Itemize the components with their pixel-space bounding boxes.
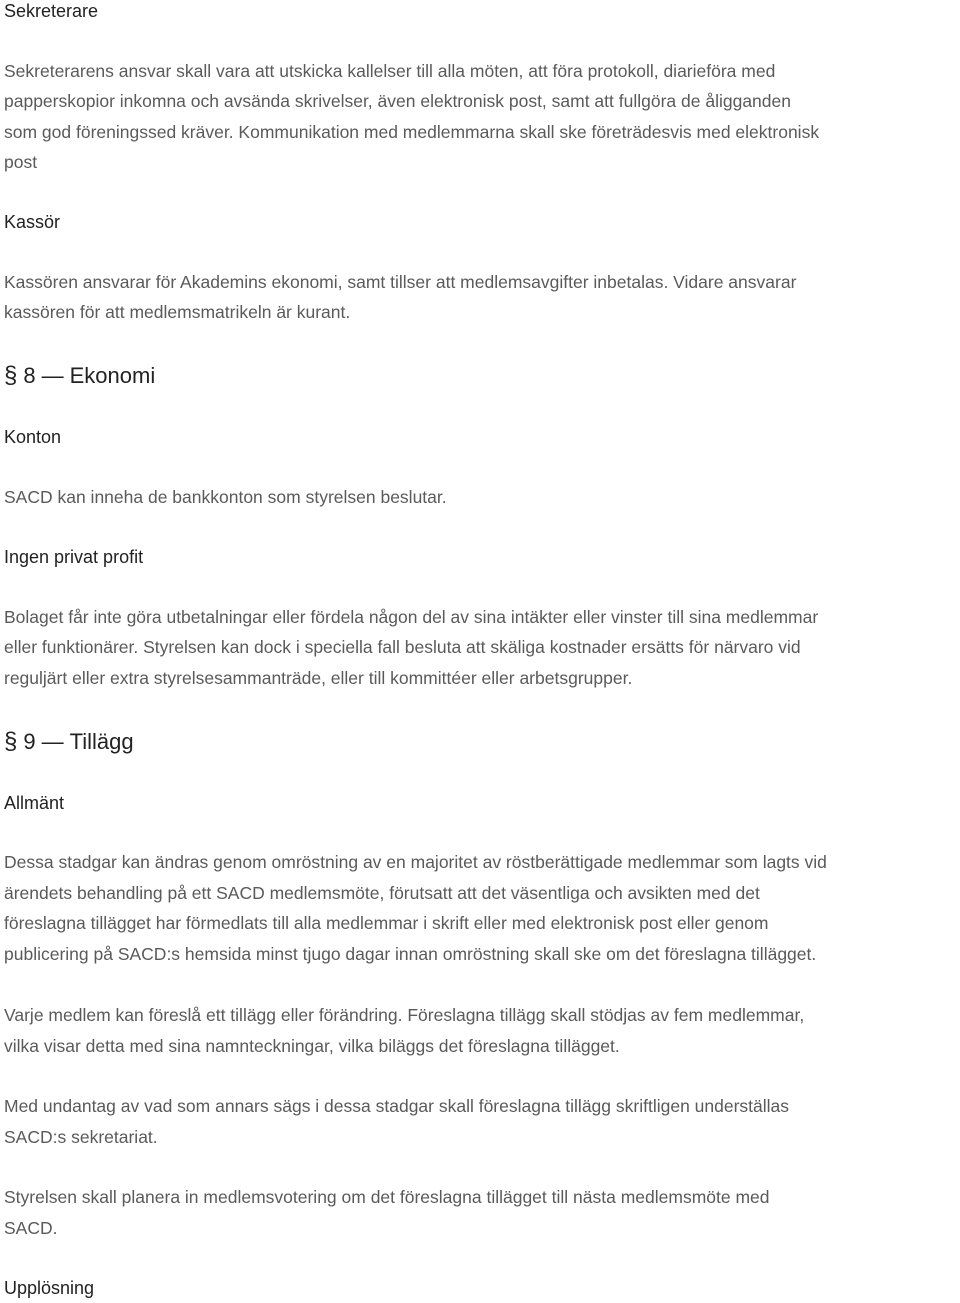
sekreterare-text-line: Sekreterarens ansvar skall vara att utskicka kallelser till alla möten, att föra protokoll, diarieföra med <box>4 61 776 81</box>
sekreterare-text-line: post <box>4 152 38 172</box>
sekreterare-heading: Sekreterare <box>4 1 99 21</box>
section-dash: — <box>41 363 64 388</box>
profit-text-line: eller funktionärer. Styrelsen kan dock i speciella fall besluta att skäliga kostnader ersätts för närvaro vid <box>4 637 801 657</box>
section-dash: — <box>41 729 64 754</box>
profit-text-line: Bolaget får inte göra utbetalningar eller fördela någon del av sina intäkter eller vinster till sina medlemmar <box>4 607 819 627</box>
allmant-para1-line: föreslagna tillägget har förmedlats till alla medlemmar i skrift eller med elektronisk post eller genom <box>4 913 769 933</box>
section-symbol-icon: § <box>4 728 18 755</box>
allmant-para4-line: SACD. <box>4 1218 58 1238</box>
section-number: 8 <box>23 363 36 388</box>
upplosning-heading: Upplösning <box>4 1278 95 1298</box>
allmant-para1-line: Dessa stadgar kan ändras genom omröstning av en majoritet av röstberättigade medlemmar som lagts vid <box>4 852 827 872</box>
allmant-para2-line: vilka visar detta med sina namnteckningar, vilka biläggs det föreslagna tillägget. <box>4 1036 620 1056</box>
section-symbol-icon: § <box>4 362 18 389</box>
allmant-para4-line: Styrelsen skall planera in medlemsvotering om det föreslagna tillägget till nästa medlemsmöte med <box>4 1187 770 1207</box>
section-8-heading <box>4 362 155 390</box>
sekreterare-text-line: som god föreningssed kräver. Kommunikation med medlemmarna skall ske företrädesvis med elektronisk <box>4 122 820 142</box>
allmant-para2-line: Varje medlem kan föreslå ett tillägg eller förändring. Föreslagna tillägg skall stödjas av fem medlemmar, <box>4 1005 805 1025</box>
allmant-para1-line: publicering på SACD:s hemsida minst tjugo dagar innan omröstning skall ske om det föreslagna tillägget. <box>4 944 817 964</box>
profit-heading: Ingen privat profit <box>4 547 144 567</box>
sekreterare-text-line: papperskopior inkomna och avsända skrivelser, även elektronisk post, samt att fullgöra de åligganden <box>4 91 791 111</box>
section-number: 9 <box>23 729 36 754</box>
kassor-text-line: Kassören ansvarar för Akademins ekonomi, samt tillser att medlemsavgifter inbetalas. Vidare ansvarar <box>4 272 797 292</box>
allmant-heading: Allmänt <box>4 793 65 813</box>
section-title: Tillägg <box>69 729 134 754</box>
allmant-para3-line: Med undantag av vad som annars sägs i dessa stadgar skall föreslagna tillägg skriftligen underställas <box>4 1096 790 1116</box>
profit-text-line: reguljärt eller extra styrelsesammanträde, eller till kommittéer eller arbetsgrupper. <box>4 668 633 688</box>
section-title: Ekonomi <box>69 363 156 388</box>
allmant-para3-line: SACD:s sekretariat. <box>4 1127 158 1147</box>
section-9-heading <box>4 728 134 756</box>
kassor-text-line: kassören för att medlemsmatrikeln är kurant. <box>4 302 351 322</box>
allmant-para1-line: ärendets behandling på ett SACD medlemsmöte, förutsatt att det väsentliga och avsikten med det <box>4 883 760 903</box>
konton-heading: Konton <box>4 427 62 447</box>
kassor-heading: Kassör <box>4 212 61 232</box>
konton-text: SACD kan inneha de bankkonton som styrelsen beslutar. <box>4 487 447 507</box>
